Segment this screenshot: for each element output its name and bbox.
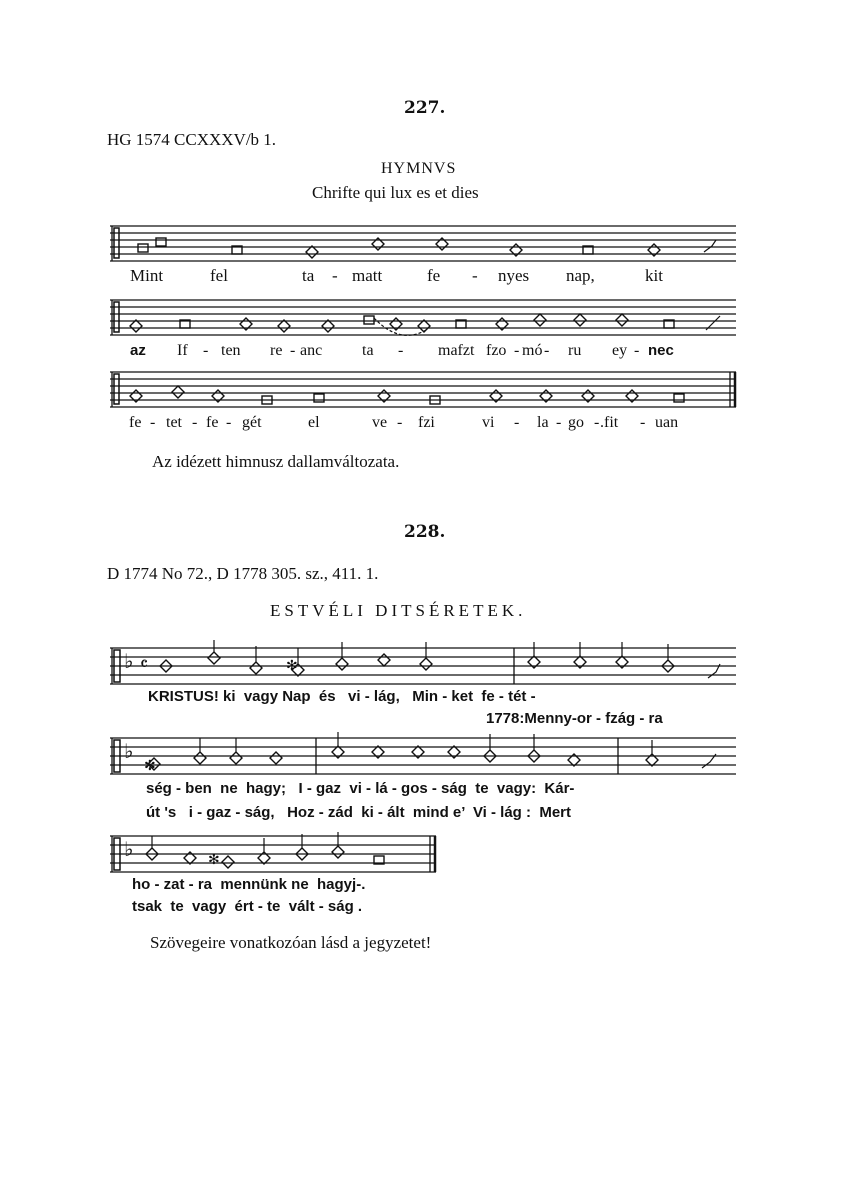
lyric-line: KRISTUS! ki vagy Nap és vi - lág, Min - ket fe - tét - — [148, 688, 536, 705]
lyric-word: - — [514, 414, 520, 431]
lyric-word: fzo — [486, 342, 507, 359]
hymn-number: 227. — [404, 98, 446, 118]
lyric-word: fe — [129, 414, 142, 431]
lyric-word: re — [270, 342, 283, 359]
lyric-line: ho - zat - ra mennünk ne hagyj-. — [132, 876, 366, 893]
lyric-line-1 — [130, 266, 163, 286]
lyric-word: If — [177, 342, 188, 359]
lyric-word: nec — [648, 342, 674, 359]
svg-text:✻: ✻ — [286, 658, 298, 674]
hymn-subtitle: Chrifte qui lux es et dies — [312, 183, 479, 202]
lyric-word: ta — [362, 342, 374, 359]
lyric-word: az — [130, 342, 146, 359]
lyric-word: anc — [300, 342, 323, 359]
lyric-word: - — [192, 414, 198, 431]
lyric-word: ten — [221, 342, 241, 359]
lyric-word: ve — [372, 414, 388, 431]
lyric-word: ta — [302, 266, 315, 285]
hymn-caption: Szövegeire vonatkozóan lásd a jegyzetet! — [150, 933, 432, 952]
lyric-word: - — [514, 342, 520, 359]
lyric-word: fe — [427, 266, 441, 285]
hymn-title: ESTVÉLI DITSÉRETEK. — [270, 601, 527, 620]
lyric-word: ey — [612, 342, 628, 359]
lyric-word: ru — [568, 342, 582, 359]
svg-text:𝄴: 𝄴 — [140, 654, 149, 675]
lyric-word: - — [640, 414, 646, 431]
svg-text:♭: ♭ — [124, 837, 134, 861]
lyric-word: - — [203, 342, 209, 359]
lyric-word: el — [308, 414, 320, 431]
lyric-word: - — [290, 342, 296, 359]
lyric-line-alt: tsak te vagy ért - te vált - ság . — [132, 898, 363, 915]
lyric-word: kit — [645, 266, 663, 285]
lyric-word: la — [537, 414, 549, 431]
lyric-word: - — [226, 414, 232, 431]
lyric-word: mafzt — [438, 342, 475, 359]
hymn-title: HYMNVS — [381, 160, 457, 177]
lyric-word: nap, — [566, 266, 595, 285]
source-reference: HG 1574 CCXXXV/b 1. — [107, 130, 277, 149]
lyric-word: tet — [166, 414, 182, 431]
lyric-word: - — [556, 414, 562, 431]
lyric-word: Mint — [130, 266, 164, 285]
hymn-number: 228. — [404, 522, 446, 542]
lyric-word: - — [472, 266, 478, 285]
lyric-word: - — [594, 414, 600, 431]
lyric-word: - — [634, 342, 640, 359]
lyric-word: - — [397, 414, 403, 431]
lyric-line-alt: 1778:Menny-or - fzág - ra — [486, 710, 663, 727]
lyric-word: uan — [655, 414, 679, 431]
lyric-word: - — [332, 266, 338, 285]
lyric-word: nyes — [498, 266, 530, 285]
lyric-word: fzi — [418, 414, 435, 431]
lyric-word: - — [150, 414, 156, 431]
lyric-word: go — [568, 414, 584, 431]
lyric-word: fel — [210, 266, 228, 285]
lyric-word: vi — [482, 414, 495, 431]
lyric-word: fe — [206, 414, 219, 431]
lyric-word: - — [398, 342, 404, 359]
lyric-line: ség - ben ne hagy; I - gaz vi - lá - gos - ság te vagy: Kár- — [146, 780, 575, 797]
svg-text:♭: ♭ — [124, 649, 134, 673]
lyric-line-alt: út 's i - gaz - ság, Hoz - zád ki - ált mind e’ Vi - lág : Mert — [146, 804, 572, 821]
lyric-word: gét — [242, 414, 262, 431]
svg-text:✻: ✻ — [144, 758, 156, 774]
lyric-word: mó — [522, 342, 543, 359]
lyric-word: .fit — [600, 414, 619, 431]
lyric-word: - — [544, 342, 550, 359]
hymn-caption: Az idézett himnusz dallamváltozata. — [152, 452, 400, 471]
svg-text:♭: ♭ — [124, 739, 134, 763]
svg-text:✻: ✻ — [208, 852, 220, 868]
lyric-word: matt — [352, 266, 383, 285]
source-reference: D 1774 No 72., D 1778 305. sz., 411. 1. — [107, 564, 379, 583]
